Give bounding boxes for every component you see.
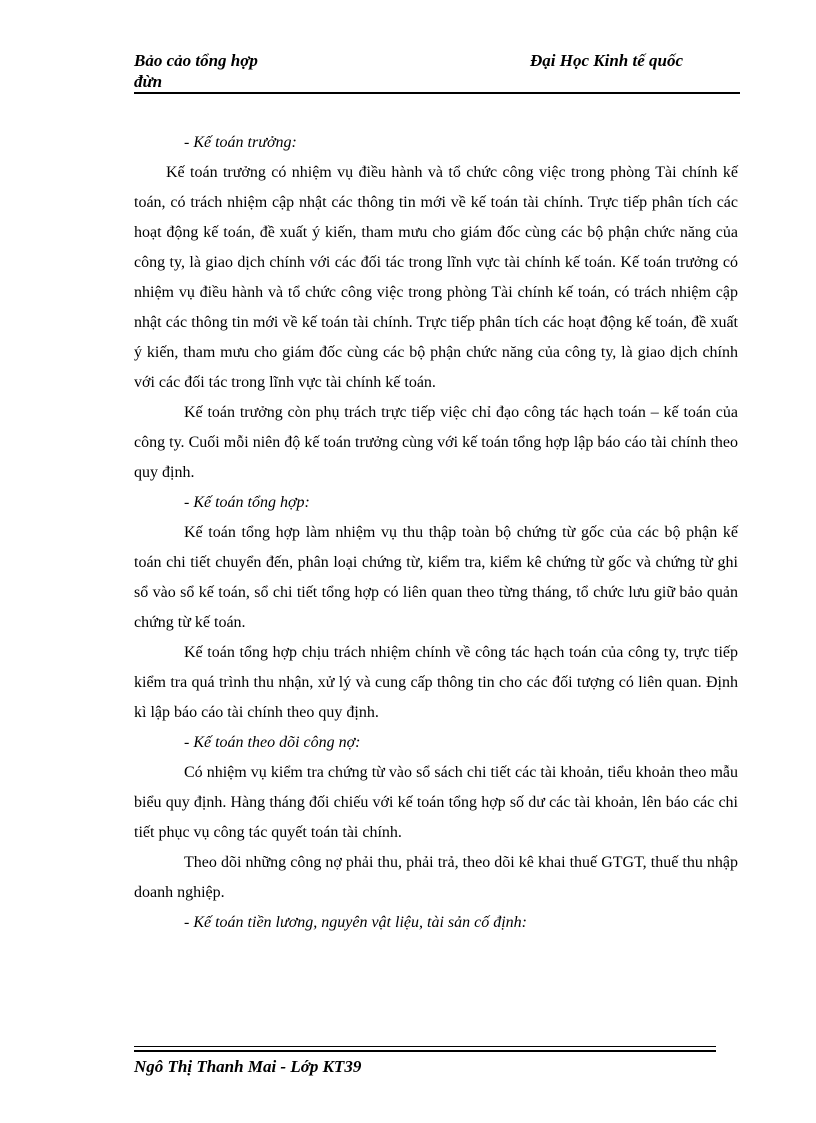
header-university: Đại Học Kinh tế quốc [530,51,684,70]
paragraph-chief-accountant-duties: Kế toán trưởng có nhiệm vụ điều hành và tổ chức công việc trong phòng Tài chính kế toán, có trách nhiệm cập nhật các thông tin mới về kế toán tài chính. Trực tiếp phân tích các hoạt động kế toán, đề xuất ý kiến, tham mưu cho giám đốc cùng các bộ phận chức năng của công ty, là giao dịch chính với các đối tác trong lĩnh vực tài chính kế toán. Kế toán trưởng có nhiệm vụ điều hành và tổ chức công việc trong phòng Tài chính kế toán, có trách nhiệm cập nhật các thông tin mới về kế toán tài chính. Trực tiếp phân tích các hoạt động kế toán, đề xuất ý kiến, tham mưu cho giám đốc cùng các bộ phận chức năng của công ty, là giao dịch chính với các đối tác trong lĩnh vực tài chính kế toán. [134,164,738,391]
paragraph-debt-accountant-tax: Theo dõi những công nợ phải thu, phải trả, theo dõi kê khai thuế GTGT, thuế thu nhập doanh nghiệp. [134,854,738,901]
footer-divider-thick [134,1050,716,1052]
paragraph-debt-accountant-duties: Có nhiệm vụ kiểm tra chứng từ vào sổ sách chi tiết các tài khoản, tiểu khoản theo mẫu biểu quy định. Hàng tháng đối chiếu với kế toán tổng hợp số dư các tài khoản, lên báo các chi tiết phục vụ công tác quyết toán tài chính. [134,764,738,841]
page-header [134,50,740,94]
header-report-title [134,50,314,92]
header-divider [134,92,740,94]
section-heading-general-accountant: - Kế toán tổng hợp: [184,494,310,511]
section-heading-payroll-accountant: - Kế toán tiền lương, nguyên vật liệu, tài sản cố định: [184,914,527,931]
header-report-title-line1: Bảo cảo tổng hợp [134,51,258,70]
page-body [134,128,738,938]
paragraph-general-accountant-responsibilities: Kế toán tổng hợp chịu trách nhiệm chính về công tác hạch toán của công ty, trực tiếp kiểm tra quá trình thu nhận, xử lý và cung cấp thông tin cho các đối tượng có liên quan. Định kì lập báo cáo tài chính theo quy định. [134,644,738,721]
header-report-title-line2: đừn [134,72,163,91]
section-heading-chief-accountant: - Kế toán trưởng: [184,134,297,151]
footer-divider-thin [134,1046,716,1047]
page-footer-author: Ngô Thị Thanh Mai - Lớp KT39 [134,1057,362,1076]
paragraph-chief-accountant-responsibilities: Kế toán trưởng còn phụ trách trực tiếp việc chỉ đạo công tác hạch toán – kế toán của công ty. Cuối mỗi niên độ kế toán trưởng cùng với kế toán tổng hợp lập báo cáo tài chính theo quy định. [134,404,738,481]
paragraph-general-accountant-duties: Kế toán tổng hợp làm nhiệm vụ thu thập toàn bộ chứng từ gốc của các bộ phận kế toán chi tiết chuyển đến, phân loại chứng từ, kiểm tra, kiểm kê chứng từ gốc và chứng từ ghi sổ vào sổ kế toán, sổ chi tiết tổng hợp có liên quan theo từng tháng, tổ chức lưu giữ bảo quản chứng từ kế toán. [134,524,738,631]
section-heading-debt-accountant: - Kế toán theo dõi công nợ: [184,734,361,751]
